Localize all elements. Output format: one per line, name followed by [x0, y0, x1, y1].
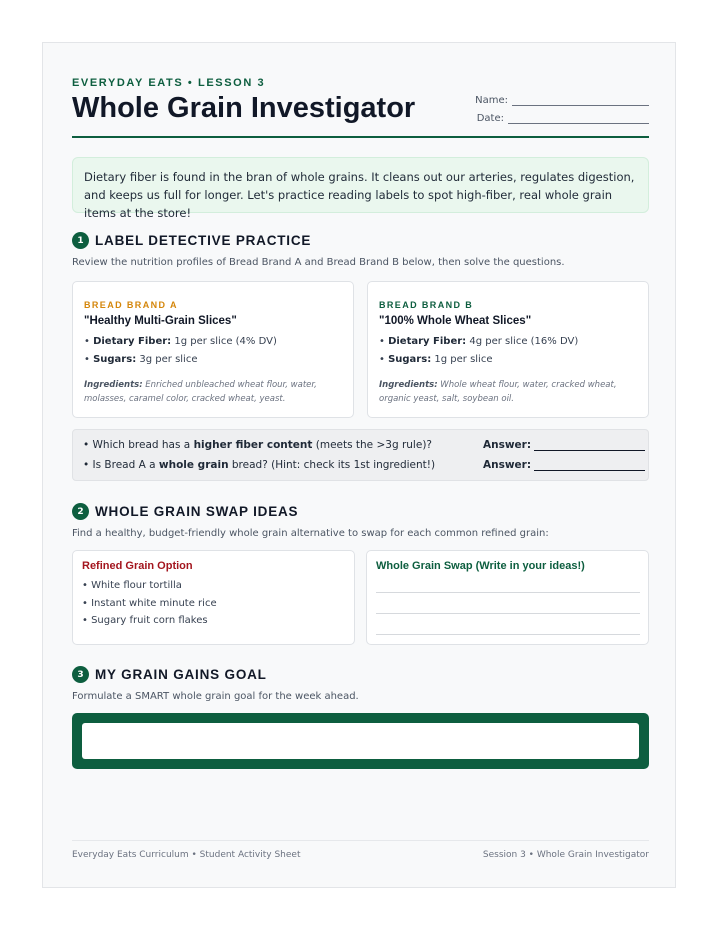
brand-b-card — [367, 281, 649, 418]
ingredients-text: Whole wheat flour, water, cracked wheat, organic yeast, salt, soybean oil. — [379, 380, 617, 404]
refined-item-3: • Sugary fruit corn flakes — [82, 615, 208, 626]
question-1-text-end: (meets the >3g rule)? — [312, 439, 432, 451]
fiber-value: 4g per slice (16% DV) — [469, 336, 579, 347]
refined-item-3-text: Sugary fruit corn flakes — [91, 615, 208, 626]
date-field[interactable] — [477, 113, 649, 124]
refined-item-2: • Instant white minute rice — [82, 598, 217, 609]
header-divider — [72, 136, 649, 138]
answer-2-label: Answer: — [483, 459, 532, 471]
brand-b-fiber: • Dietary Fiber: 4g per slice (16% DV) — [379, 336, 579, 347]
brand-a-sugars: • Sugars: 3g per slice — [84, 354, 198, 365]
swap-write-line-2[interactable] — [376, 613, 640, 614]
page-title: Whole Grain Investigator — [72, 92, 416, 124]
fiber-label: Dietary Fiber: — [388, 336, 467, 347]
brand-a-label: BREAD BRAND A — [84, 300, 178, 310]
answer-2-write-line[interactable] — [534, 459, 645, 471]
section-2-heading — [72, 503, 298, 520]
sugars-value: 3g per slice — [139, 354, 198, 365]
section-1-description: Review the nutrition profiles of Bread Brand A and Bread Brand B below, then solve the questions. — [72, 257, 565, 268]
intro-text: Dietary fiber is found in the bran of whole grains. It cleans out our arteries, regulates digestion, and keeps us full for longer. Let's practice reading labels to spot high-fiber, real whole grain items at the store! — [84, 170, 635, 220]
refined-grain-card — [72, 550, 355, 645]
refined-item-1-text: White flour tortilla — [91, 580, 182, 591]
swap-heading: Whole Grain Swap (Write in your ideas!) — [376, 560, 585, 572]
swap-write-line-1[interactable] — [376, 592, 640, 593]
lesson-eyebrow: EVERYDAY EATS • LESSON 3 — [72, 77, 266, 89]
ingredients-label: Ingredients: — [379, 380, 438, 390]
goal-box — [72, 713, 649, 769]
answer-2-field[interactable] — [483, 459, 645, 471]
section-2-description: Find a healthy, budget-friendly whole grain alternative to swap for each common refined grain: — [72, 528, 549, 539]
answer-1-field[interactable] — [483, 439, 645, 451]
brand-b-label: BREAD BRAND B — [379, 300, 474, 310]
name-label: Name: — [475, 95, 508, 106]
date-write-line[interactable] — [508, 113, 649, 124]
question-1-emphasis: higher fiber content — [193, 439, 313, 451]
footer-right: Session 3 • Whole Grain Investigator — [482, 850, 649, 860]
section-3-number-badge: 3 — [72, 666, 89, 683]
brand-b-sugars: • Sugars: 1g per slice — [379, 354, 493, 365]
sugars-value: 1g per slice — [434, 354, 493, 365]
fiber-value: 1g per slice (4% DV) — [174, 336, 277, 347]
question-2: • Is Bread A a whole grain bread? (Hint: check its 1st ingredient!) — [83, 459, 436, 471]
answer-1-write-line[interactable] — [534, 439, 645, 451]
brand-b-ingredients — [379, 378, 629, 406]
section-3-title: MY GRAIN GAINS GOAL — [95, 667, 267, 682]
whole-grain-swap-card — [366, 550, 649, 645]
section-2-number-badge: 2 — [72, 503, 89, 520]
brand-b-name: "100% Whole Wheat Slices" — [379, 315, 532, 327]
swap-write-line-3[interactable] — [376, 634, 640, 635]
question-1-text: Which bread has a — [92, 439, 194, 451]
brand-a-fiber: • Dietary Fiber: 1g per slice (4% DV) — [84, 336, 277, 347]
section-1-heading — [72, 232, 311, 249]
answer-1-label: Answer: — [483, 439, 532, 451]
section-2-title: WHOLE GRAIN SWAP IDEAS — [95, 504, 299, 519]
ingredients-text: Enriched unbleached wheat flour, water, molasses, caramel color, cracked wheat, yeast. — [84, 380, 317, 404]
refined-item-2-text: Instant white minute rice — [91, 598, 217, 609]
name-field[interactable] — [475, 95, 649, 106]
questions-box — [72, 429, 649, 481]
activity-sheet — [42, 42, 676, 888]
sugars-label: Sugars: — [93, 354, 137, 365]
fiber-label: Dietary Fiber: — [93, 336, 172, 347]
sugars-label: Sugars: — [388, 354, 432, 365]
refined-grain-heading: Refined Grain Option — [82, 560, 193, 572]
question-2-emphasis: whole grain — [158, 459, 229, 471]
ingredients-label: Ingredients: — [84, 380, 143, 390]
question-1: • Which bread has a higher fiber content (meets the >3g rule)? — [83, 439, 432, 451]
question-2-text: Is Bread A a — [92, 459, 159, 471]
section-1-title: LABEL DETECTIVE PRACTICE — [95, 233, 312, 248]
section-1-number-badge: 1 — [72, 232, 89, 249]
footer-divider — [72, 840, 649, 841]
question-2-text-end: bread? (Hint: check its 1st ingredient!) — [228, 459, 436, 471]
refined-item-1: • White flour tortilla — [82, 580, 182, 591]
brand-a-name: "Healthy Multi-Grain Slices" — [84, 315, 237, 327]
name-write-line[interactable] — [512, 95, 649, 106]
footer-left: Everyday Eats Curriculum • Student Activity Sheet — [72, 850, 301, 860]
date-label: Date: — [476, 113, 504, 124]
goal-write-field[interactable] — [82, 723, 639, 759]
intro-callout — [72, 157, 649, 220]
brand-a-card — [72, 281, 354, 418]
section-3-heading — [72, 666, 267, 683]
section-3-description: Formulate a SMART whole grain goal for the week ahead. — [72, 691, 359, 702]
brand-a-ingredients — [84, 378, 334, 406]
